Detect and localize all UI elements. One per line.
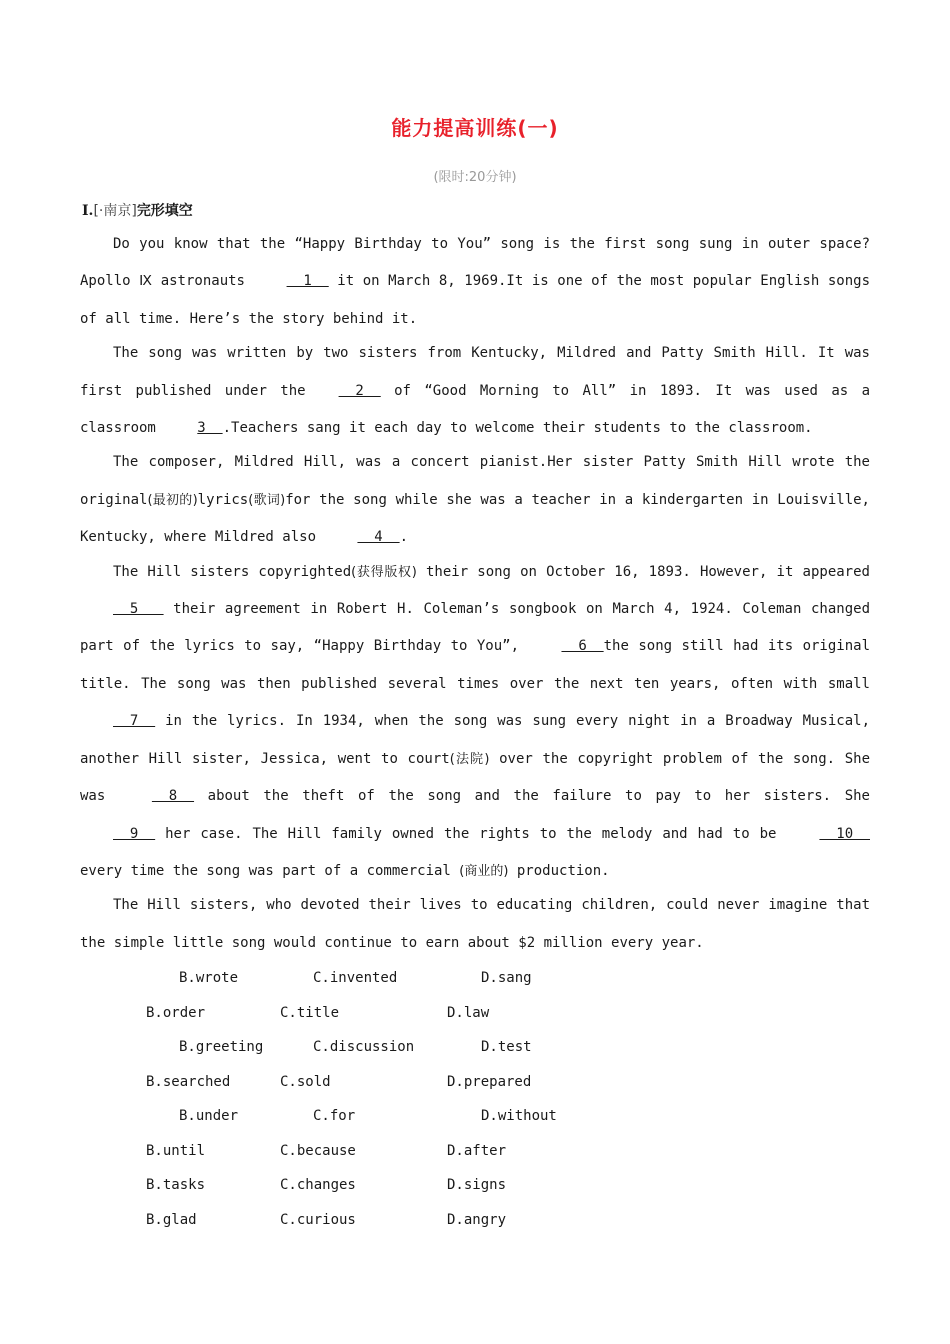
option-row-2 bbox=[0, 997, 950, 1032]
option-d: D.sang bbox=[481, 970, 532, 986]
option-d: D.test bbox=[481, 1039, 532, 1055]
option-c: C.for bbox=[313, 1108, 356, 1124]
chinese-gloss: (商业的) bbox=[459, 863, 509, 879]
option-b: B.wrote bbox=[179, 970, 239, 986]
text-run: . bbox=[399, 529, 409, 546]
text-run: her case. The Hill family owned the rights to the melody and had to be bbox=[155, 825, 787, 842]
section-name: 完形填空 bbox=[136, 203, 193, 219]
blank-1: 1 bbox=[286, 273, 329, 290]
option-b: B.glad bbox=[146, 1211, 197, 1228]
option-b: B.under bbox=[179, 1108, 239, 1124]
blank-4: 4 bbox=[357, 529, 400, 546]
text-run: The Hill sisters, who devoted their lives to educating children, could never imagine that the simple little song would continue to earn about $2 million every year. bbox=[80, 897, 870, 951]
blank-9: 9 bbox=[113, 825, 156, 842]
blank-3: 3 bbox=[197, 420, 223, 437]
text-run: every time the song was part of a commercial bbox=[80, 862, 460, 879]
chinese-gloss: (获得版权) bbox=[351, 564, 417, 580]
text-run: for the song while she was a teacher in a kindergarten in Louisville, Kentucky, where Mildred also bbox=[80, 491, 870, 546]
paragraph-2 bbox=[80, 335, 870, 447]
text-run: Do you know that the “Happy Birthday to You” song is the first song sung in outer space? Apollo Ⅸ astronauts bbox=[80, 236, 870, 290]
text-run: The song was written by two sisters from Kentucky, Mildred and Patty Smith Hill. It was first published under the bbox=[80, 345, 870, 399]
section-heading bbox=[82, 200, 193, 220]
text-run: their song on October 16, 1893. However, it appeared bbox=[416, 563, 870, 580]
option-d: D.without bbox=[481, 1108, 557, 1124]
blank-10: 10 bbox=[819, 825, 870, 842]
option-c: C.discussion bbox=[313, 1039, 415, 1055]
blank-7: 7 bbox=[113, 713, 156, 730]
text-run: over the copyright problem of the song. She was bbox=[80, 750, 870, 805]
option-b: B.until bbox=[146, 1142, 206, 1159]
option-b: B.greeting bbox=[179, 1039, 264, 1055]
blank-8: 8 bbox=[151, 788, 195, 805]
chinese-gloss: (最初的) bbox=[147, 492, 198, 508]
text-run: their agreement in Robert H. Coleman’s songbook on March 4, 1924. Coleman changed part of the lyrics to say, “Happy Birthday to You”, bbox=[80, 601, 870, 655]
blank-6: 6 bbox=[561, 638, 604, 655]
text-run: of “Good Morning to All” in 1893. It was used as a classroom bbox=[80, 382, 870, 437]
option-row-7 bbox=[0, 1169, 950, 1204]
page-title: 能力提高训练(一) bbox=[391, 116, 559, 140]
option-b: B.searched bbox=[146, 1073, 231, 1090]
paragraph-1 bbox=[80, 226, 870, 338]
option-d: D.law bbox=[447, 1004, 490, 1021]
time-limit: (限时:20分钟) bbox=[433, 170, 517, 185]
option-row-1 bbox=[0, 962, 950, 997]
blank-2: 2 bbox=[338, 382, 381, 399]
paragraph-4 bbox=[80, 554, 870, 891]
option-c: C.because bbox=[280, 1142, 356, 1159]
text-run: The Hill sisters copyrighted bbox=[113, 563, 352, 580]
paragraph-5 bbox=[80, 887, 870, 962]
text-run: production. bbox=[508, 862, 610, 879]
section-source: [·南京] bbox=[93, 203, 137, 219]
option-d: D.signs bbox=[447, 1177, 507, 1193]
option-c: C.sold bbox=[280, 1073, 331, 1090]
option-c: C.curious bbox=[280, 1211, 356, 1228]
text-run: .Teachers sang it each day to welcome their students to the classroom. bbox=[222, 420, 813, 437]
option-b: B.tasks bbox=[146, 1177, 206, 1193]
option-c: C.invented bbox=[313, 970, 398, 986]
option-row-8 bbox=[0, 1204, 950, 1239]
answer-options bbox=[0, 962, 950, 1238]
chinese-gloss: (法院) bbox=[449, 751, 490, 767]
option-row-6 bbox=[0, 1135, 950, 1170]
text-run: in the lyrics. In 1934, when the song was sung every night in a Broadway Musical, another Hill sister, Jessica, went to court bbox=[80, 713, 870, 767]
option-row-5 bbox=[0, 1100, 950, 1135]
option-row-3 bbox=[0, 1031, 950, 1066]
option-d: D.angry bbox=[447, 1211, 507, 1228]
paragraph-3 bbox=[80, 444, 870, 556]
option-c: C.changes bbox=[280, 1177, 356, 1193]
blank-5: 5 bbox=[113, 601, 164, 618]
option-row-4 bbox=[0, 1066, 950, 1101]
option-c: C.title bbox=[280, 1004, 340, 1021]
option-d: D.after bbox=[447, 1142, 507, 1159]
option-d: D.prepared bbox=[447, 1073, 532, 1090]
chinese-gloss: (歌词) bbox=[248, 492, 286, 508]
section-number: Ⅰ. bbox=[82, 203, 94, 219]
text-run: lyrics bbox=[197, 491, 249, 508]
text-run: it on March 8, 1969.It is one of the most popular English songs of all time. Here’s the story behind it. bbox=[80, 273, 870, 327]
text-run: about the theft of the song and the failure to pay to her sisters. She bbox=[194, 788, 870, 805]
text-run: The composer, Mildred Hill, was a concert pianist.Her sister Patty Smith Hill wrote the original bbox=[80, 454, 870, 508]
option-b: B.order bbox=[146, 1004, 206, 1021]
cloze-passage bbox=[80, 226, 870, 959]
text-run: the song still had its original title. The song was then published several times over the next ten years, often with small bbox=[80, 638, 870, 692]
